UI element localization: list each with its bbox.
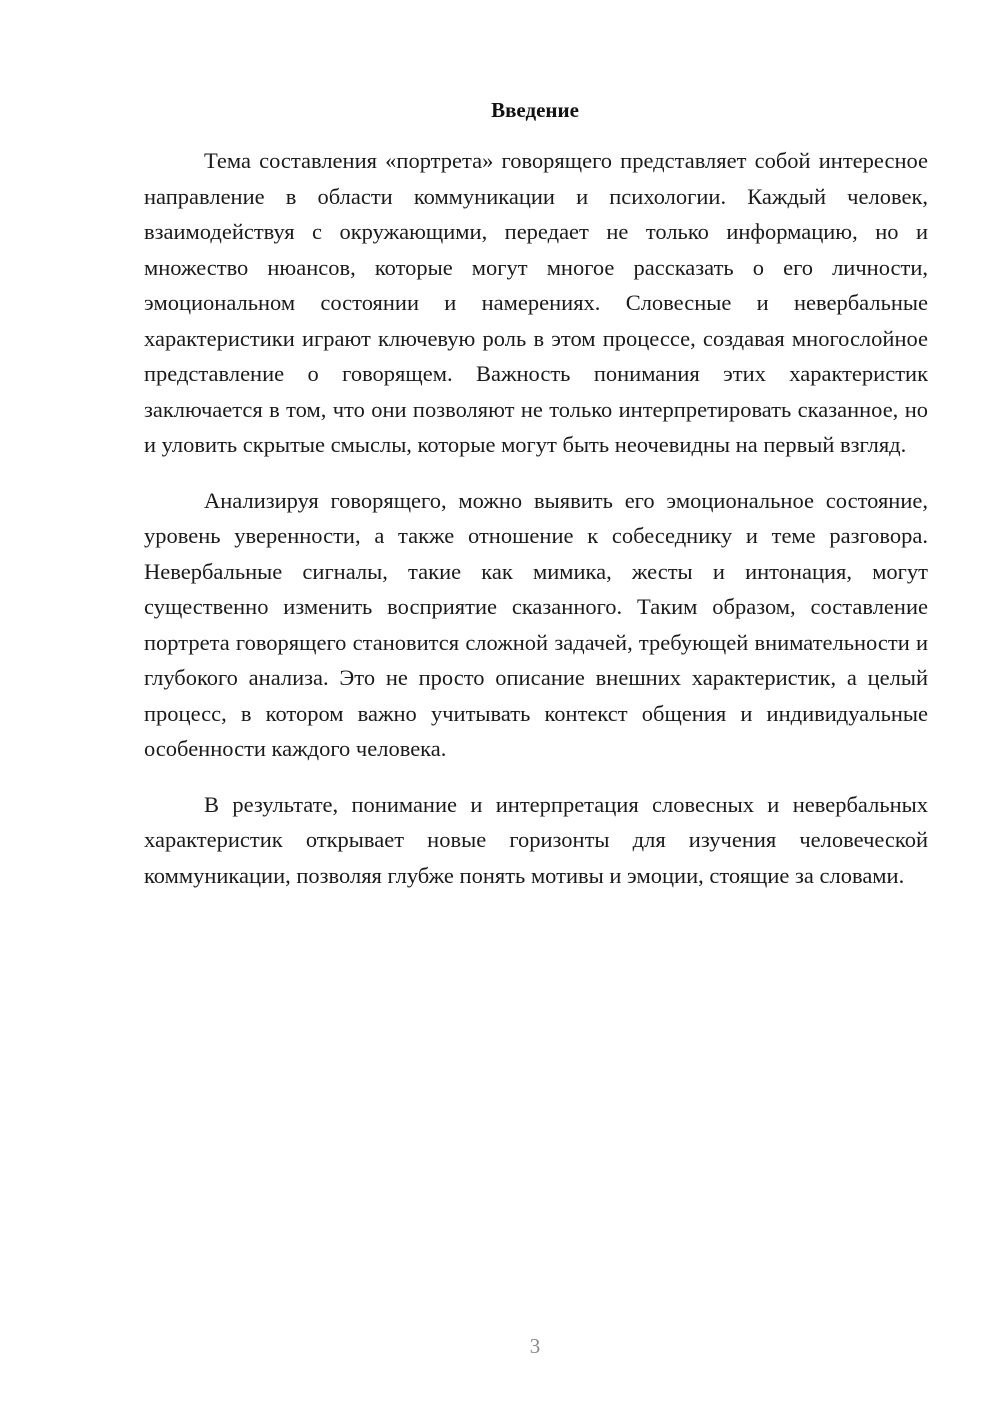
page-number: 3 [529,1334,541,1358]
paragraph-2: Анализируя говорящего, можно выявить его эмоциональное состояние, уровень уверенности, а также отношение к собеседнику и теме разговора. Невербальные сигналы, такие как мимика, жесты и интонация, могут существенно изменить восприятие сказанного. Таким образом, составление портрета говорящего становится сложной задачей, требующей внимательности и глубокого анализа. Это не просто описание внешних характеристик, а целый процесс, в котором важно учитывать контекст общения и индивидуальные особенности каждого человека. [144,487,928,761]
paragraph-3: В результате, понимание и интерпретация словесных и невербальных характеристик открывает новые горизонты для изучения человеческой коммуникации, позволяя глубже понять мотивы и эмоции, стоящие за словами. [144,791,928,888]
document-body [144,143,928,913]
paragraph-1: Тема составления «портрета» говорящего представляет собой интересное направление в области коммуникации и психологии. Каждый человек, взаимодействуя с окружающими, передает не только информацию, но и множество нюансов, которые могут многое рассказать о его личности, эмоциональном состоянии и намерениях. Словесные и невербальные характеристики играют ключевую роль в этом процессе, создавая многослойное представление о говорящем. Важность понимания этих характеристик заключается в том, что они позволяют не только интерпретировать сказанное, но и уловить скрытые смыслы, которые могут быть неочевидны на первый взгляд. [144,148,928,457]
section-heading: Введение [491,98,579,122]
